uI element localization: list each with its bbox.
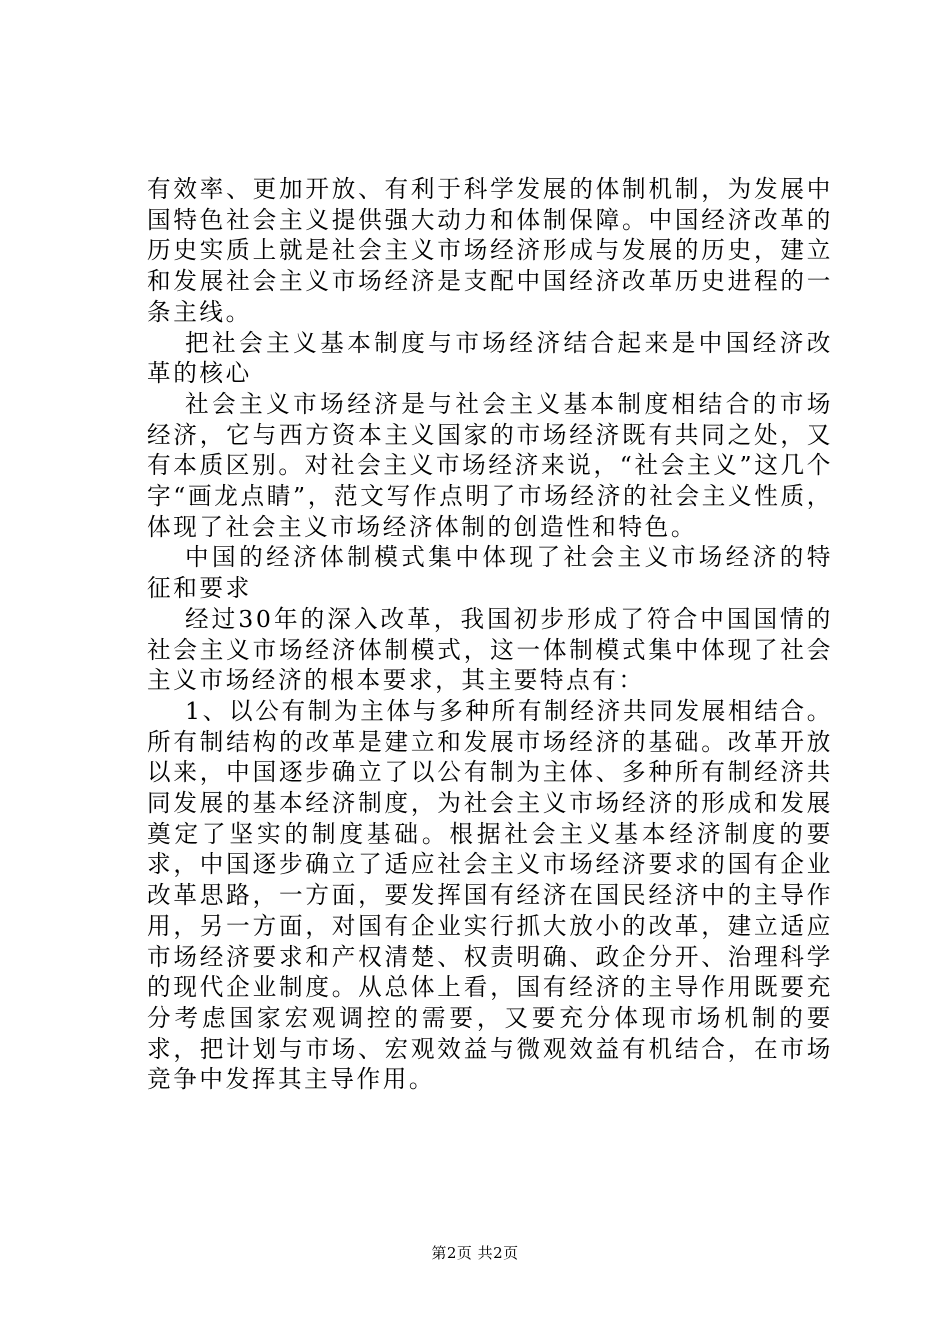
paragraph-market-economy: 社会主义市场经济是与社会主义基本制度相结合的市场经济，它与西方资本主义国家的市场经济既有共同之处，又有本质区别。对社会主义市场经济来说，“社会主义”这几个字“画龙点睛”，范文写作点明了市场经济的社会主义性质，体现了社会主义市场经济体制的创造性和特色。 <box>147 389 833 541</box>
page-footer: 第2页 共2页 <box>431 1244 519 1262</box>
section-heading-core: 把社会主义基本制度与市场经济结合起来是中国经济改革的核心 <box>147 328 833 388</box>
document-body <box>147 174 833 1095</box>
paragraph-continuation: 有效率、更加开放、有利于科学发展的体制机制，为发展中国特色社会主义提供强大动力和体制保障。中国经济改革的历史实质上就是社会主义市场经济形成与发展的历史，建立和发展社会主义市场经济是支配中国经济改革历史进程的一条主线。 <box>147 175 833 326</box>
paragraph-reform-30-years: 经过30年的深入改革，我国初步形成了符合中国国情的社会主义市场经济体制模式，这一体制模式集中体现了社会主义市场经济的根本要求，其主要特点有： <box>147 604 833 695</box>
paragraph-point-1: 1、以公有制为主体与多种所有制经济共同发展相结合。所有制结构的改革是建立和发展市场经济的基础。改革开放以来，中国逐步确立了以公有制为主体、多种所有制经济共同发展的基本经济制度，为社会主义市场经济的形成和发展奠定了坚实的制度基础。根据社会主义基本经济制度的要求，中国逐步确立了适应社会主义市场经济要求的国有企业改革思路，一方面，要发挥国有经济在国民经济中的主导作用，另一方面，对国有企业实行抓大放小的改革，建立适应市场经济要求和产权清楚、权责明确、政企分开、治理科学的现代企业制度。从总体上看，国有经济的主导作用既要充分考虑国家宏观调控的需要，又要充分体现市场机制的要求，把计划与市场、宏观效益与微观效益有机结合，在市场竞争中发挥其主导作用。 <box>147 696 833 1094</box>
section-heading-model: 中国的经济体制模式集中体现了社会主义市场经济的特征和要求 <box>147 543 833 603</box>
